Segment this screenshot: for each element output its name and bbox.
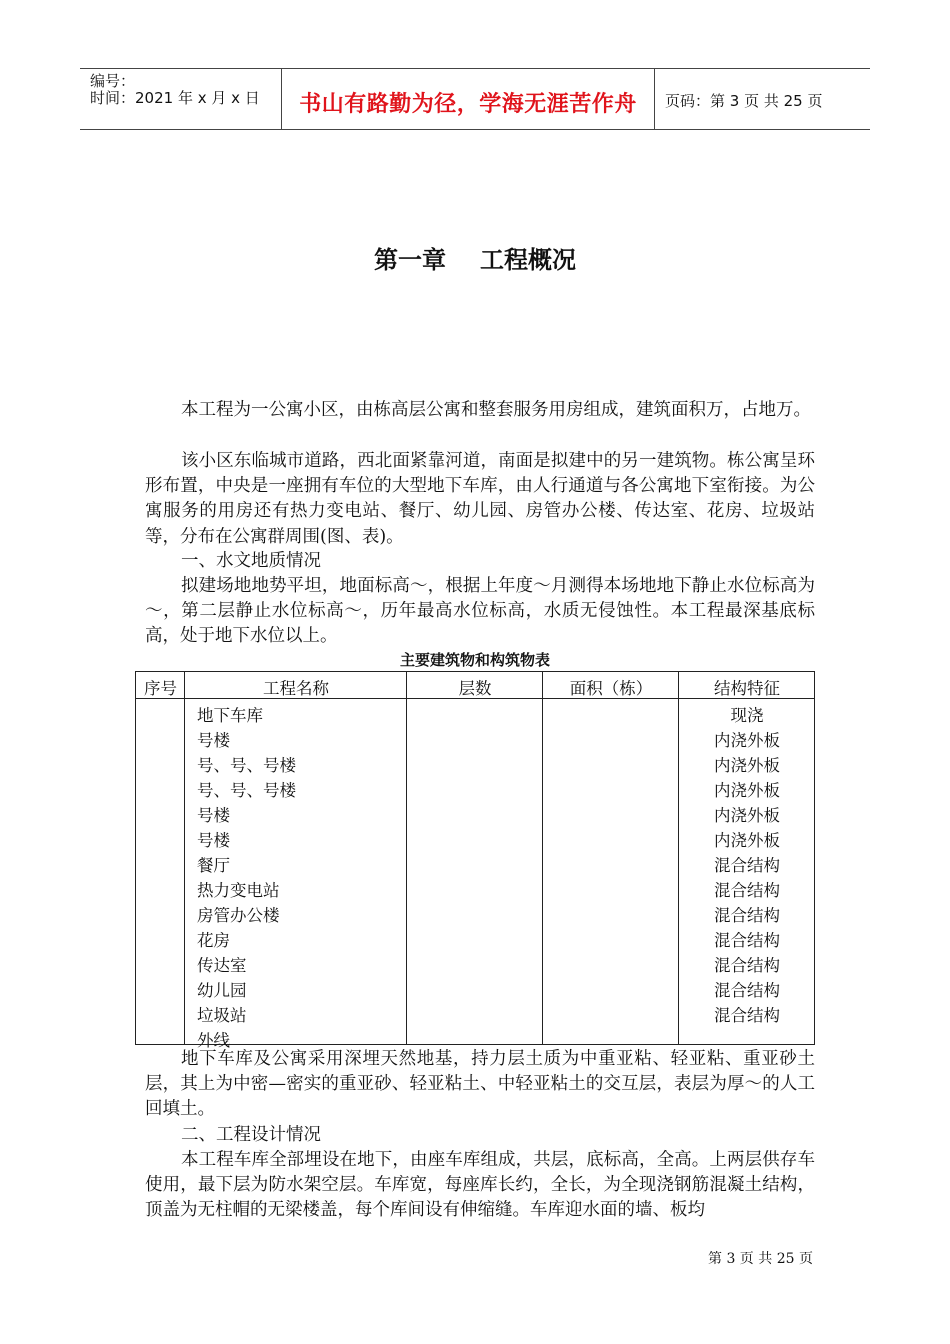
table-row (136, 752, 814, 777)
paragraph: 该小区东临城市道路，西北面紧靠河道，南面是拟建中的另一建筑物。栋公寓呈环形布置，中央是一座拥有车位的大型地下车库，由人行通道与各公寓地下室衔接。为公寓服务的用房还有热力变电站、餐厅、幼儿园、房管办公楼、传达室、花房、垃圾站等，分布在公寓群周围(图、表)。 (145, 451, 815, 547)
building-name: 花房 (197, 931, 230, 950)
header-motto-cell (282, 69, 655, 129)
page-footer: 第 3 页 共 25 页 (708, 1251, 813, 1267)
structure-type: 现浇 (730, 706, 764, 725)
structure-type: 混合结构 (714, 856, 780, 875)
section-heading: 一、水文地质情况 (181, 551, 321, 571)
paragraph: 本工程为一公寓小区，由栋高层公寓和整套服务用房组成，建筑面积万，占地万。 (181, 400, 811, 420)
chapter-title (0, 240, 950, 275)
time-label: 时间：2021 年 x 月 x 日 (90, 89, 260, 107)
structure-type: 混合结构 (714, 906, 780, 925)
table-row (136, 927, 814, 952)
building-name: 外线 (197, 1031, 230, 1050)
paragraph: 拟建场地地势平坦，地面标高～，根据上年度～月测得本场地地下静止水位标高为～，第二层静止水位标高～，历年最高水位标高，水质无侵蚀性。本工程最深基底标高，处于地下水位以上。 (145, 576, 815, 647)
structure-type: 内浇外板 (714, 831, 780, 850)
column-header: 面积（栋） (569, 679, 653, 698)
building-name: 餐厅 (197, 856, 230, 875)
building-name: 传达室 (197, 956, 247, 975)
column-header: 层数 (458, 679, 492, 698)
structure-type: 内浇外板 (714, 781, 780, 800)
structure-type: 混合结构 (714, 1006, 780, 1025)
chapter-number: 第一章 (374, 246, 446, 274)
building-name: 幼儿园 (197, 981, 247, 1000)
table-row (136, 777, 814, 802)
building-name: 热力变电站 (197, 881, 280, 900)
structure-type: 内浇外板 (714, 806, 780, 825)
building-name: 号楼 (197, 731, 230, 750)
structure-type: 混合结构 (714, 981, 780, 1000)
table-row (136, 802, 814, 827)
page-header (80, 68, 870, 130)
buildings-table (135, 671, 815, 1050)
table-row (136, 952, 814, 977)
building-name: 号、号、号楼 (197, 781, 296, 800)
table-row (136, 902, 814, 927)
structure-type: 混合结构 (714, 881, 780, 900)
structure-type: 混合结构 (714, 931, 780, 950)
building-name: 号楼 (197, 806, 230, 825)
section-heading: 二、工程设计情况 (181, 1125, 321, 1145)
table-row (136, 1002, 814, 1027)
number-label: 编号： (90, 72, 136, 90)
building-name: 号楼 (197, 831, 230, 850)
table-row (136, 852, 814, 877)
table-row (136, 877, 814, 902)
building-name: 垃圾站 (197, 1006, 247, 1025)
table-header-row (136, 672, 814, 699)
header-page-cell (655, 69, 870, 129)
column-header: 序号 (144, 679, 177, 698)
column-header: 结构特征 (714, 679, 780, 698)
chapter-heading: 工程概况 (480, 246, 576, 274)
table-row (136, 977, 814, 1002)
motto: 书山有路勤为径，学海无涯苦作舟 (299, 92, 637, 117)
structure-type: 内浇外板 (714, 756, 780, 775)
paragraph: 地下车库及公寓采用深埋天然地基，持力层土质为中重亚粘、轻亚粘、重亚砂土层，其上为中密—密实的重亚砂、轻亚粘土、中轻亚粘土的交互层，表层为厚～的人工回填土。 (145, 1049, 815, 1120)
table-row (136, 827, 814, 852)
page-info: 页码：第 3 页 共 25 页 (665, 92, 823, 110)
building-name: 房管办公楼 (197, 906, 280, 925)
column-header: 工程名称 (263, 679, 329, 698)
building-name: 地下车库 (197, 706, 263, 725)
paragraph: 本工程车库全部埋设在地下，由座车库组成，共层，底标高，全高。上两层供存车使用，最下层为防水架空层。车库宽，每座库长约，全长，为全现浇钢筋混凝土结构，顶盖为无柱帽的无梁楼盖，每个库间设有伸缩缝。车库迎水面的墙、板均 (145, 1150, 815, 1221)
building-name: 号、号、号楼 (197, 756, 296, 775)
table-row (136, 727, 814, 752)
structure-type: 内浇外板 (714, 731, 780, 750)
structure-type: 混合结构 (714, 956, 780, 975)
header-meta-cell (80, 69, 282, 129)
table-row (136, 702, 814, 727)
table-caption: 主要建筑物和构筑物表 (399, 651, 550, 669)
